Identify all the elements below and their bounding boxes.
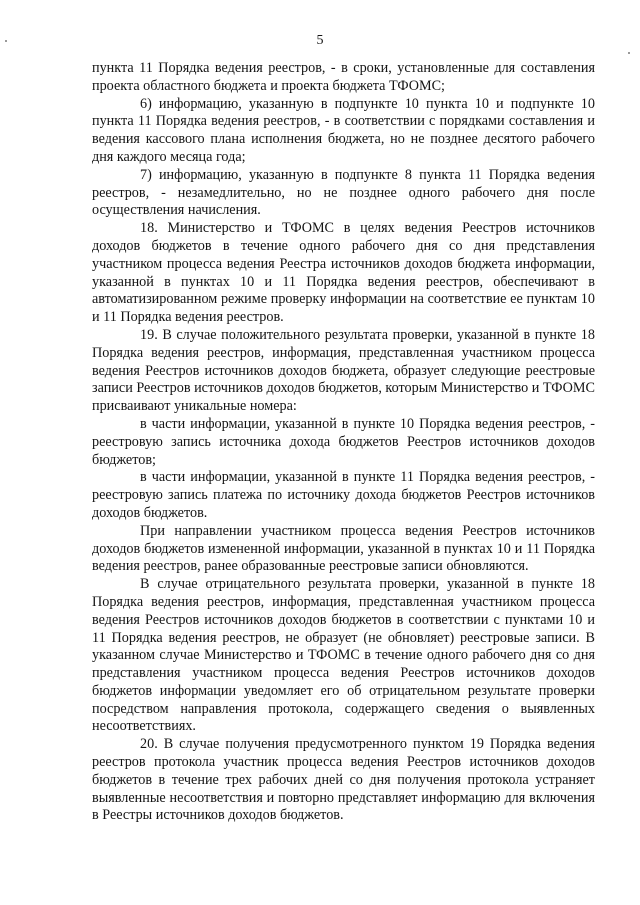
document-body [92, 60, 595, 825]
paragraph: в части информации, указанной в пункте 11 Порядка ведения реестров, - реестровую запись платежа по источнику дохода бюджетов Реестров источников доходов бюджетов. [92, 469, 595, 521]
paragraph: 19. В случае положительного результата проверки, указанной в пункте 18 Порядка ведения реестров, информация, представленная участником процесса ведения Реестров источников доходов бюджета, образует следующие реестровые записи Реестров источников доходов бюджетов, которым Министерство и ТФОМС присваивают уникальные номера: [92, 326, 595, 415]
paragraph: 18. Министерство и ТФОМС в целях ведения Реестров источников доходов бюджетов в течение одного рабочего дня со дня представления участником процесса ведения Реестра источников доходов бюджета информации, указанной в пунктах 10 и 11 Порядка ведения реестров, обеспечивают в автоматизированном режиме проверку информации на соответствие ее пунктам 10 и 11 Порядка ведения реестров. [92, 220, 595, 326]
paragraph: 7) информацию, указанную в подпункте 8 пункта 11 Порядка ведения реестров, - незамедлительно, но не позднее одного рабочего дня после осуществления начисления. [92, 166, 595, 219]
scan-speck [628, 52, 630, 54]
scan-speck [5, 40, 7, 42]
paragraph: 20. В случае получения предусмотренного пунктом 19 Порядка ведения реестров протокола участник процесса ведения Реестров источников доходов бюджетов в течение трех рабочих дней со дня получения протокола устраняет выявленные несоответствия и повторно представляет информацию для включения в Реестры источников доходов бюджетов. [92, 736, 595, 824]
paragraph: При направлении участником процесса ведения Реестров источников доходов бюджетов измененной информации, указанной в пунктах 10 и 11 Порядка ведения реестров, ранее образованные реестровые записи обновляются. [92, 522, 595, 575]
paragraph: пункта 11 Порядка ведения реестров, - в сроки, установленные для составления проекта областного бюджета и проекта бюджета ТФОМС; [92, 60, 595, 94]
paragraph: В случае отрицательного результата проверки, указанной в пункте 18 Порядка ведения реестров, информация, представленная участником процесса ведения Реестров источников доходов бюджетов в соответствии с пунктами 10 и 11 Порядка ведения реестров, не образует (не обновляет) реестровые записи. В указанном случае Министерство и ТФОМС в течение одного рабочего дня со дня представления участником процесса ведения Реестров источников доходов бюджетов информации уведомляет его об отрицательном результате проверки посредством направления протокола, содержащего сведения о выявленных несоответствиях. [92, 576, 595, 735]
page-number: 5 [316, 33, 324, 48]
paragraph: в части информации, указанной в пункте 10 Порядка ведения реестров, - реестровую запись источника дохода бюджетов Реестров источников доходов бюджетов; [92, 415, 595, 468]
paragraph: 6) информацию, указанную в подпункте 10 пункта 10 и подпункте 10 пункта 11 Порядка ведения реестров, - в соответствии с порядками составления и ведения кассового плана исполнения бюджета, но не позднее десятого рабочего дня каждого месяца года; [92, 95, 595, 165]
